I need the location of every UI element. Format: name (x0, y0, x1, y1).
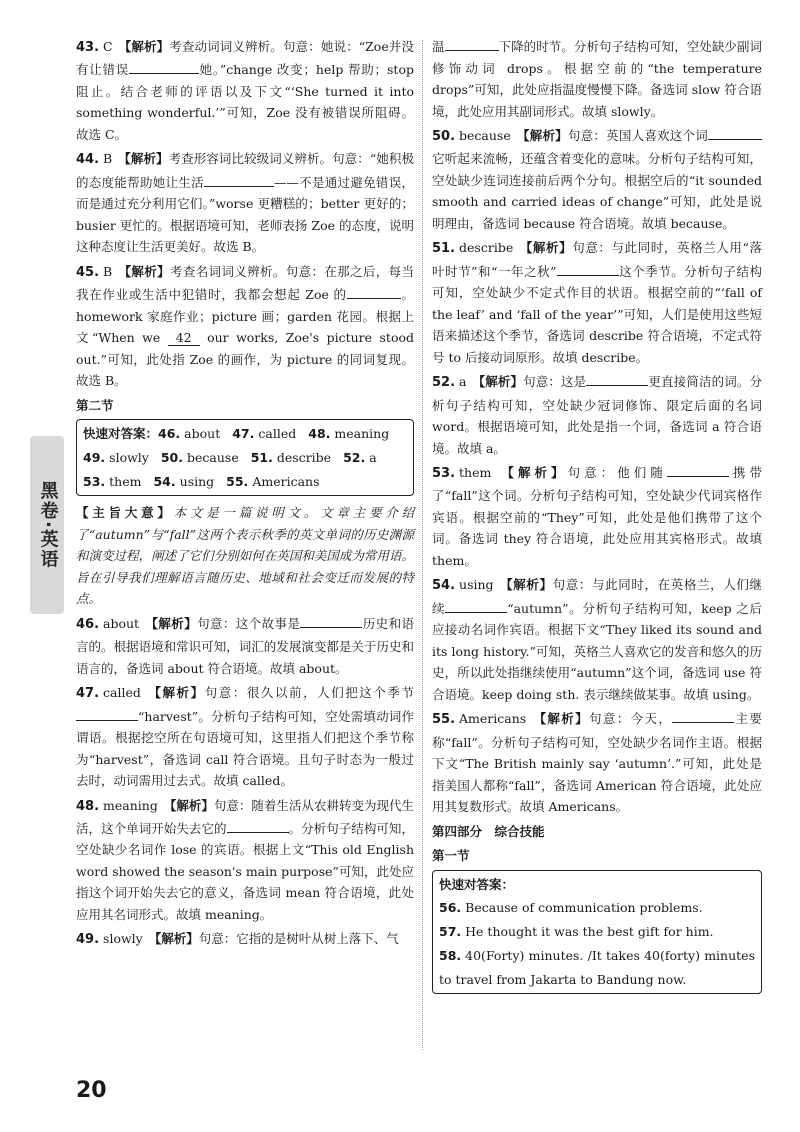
blank-46 (300, 615, 362, 628)
blank-45 (347, 286, 401, 299)
quick-answer-47: 47. called (232, 426, 297, 442)
blank-50 (708, 127, 762, 140)
blank-52 (586, 373, 648, 386)
blank-49 (445, 38, 499, 51)
quick-answer-55: 55. Americans (226, 473, 320, 489)
side-tab-label: 黑卷·英语 (37, 480, 59, 570)
blank-55 (672, 710, 734, 723)
entry-52: 52. a 【解析】句意：这是 更直接简洁的词。分析句子结构可知，空处缺少冠词修饰、限定后面的名词 word。根据语境可知，此处是指一个词，备选词 a 符合语境。故填 a。 (432, 374, 762, 456)
column-divider (422, 40, 423, 1050)
side-tab (30, 436, 64, 614)
quick-answer-48: 48. meaning (308, 426, 390, 442)
entry-47: 47. called 【解析】句意：很久以前，人们把这个季节“harvest”。分析句子结构可知，空处需填动词作谓语。根据挖空所在句语境可知，这里指人们把这个季节称为“harvest”，备选词 call 符合语境。且句子时态为一般过去时，动词需用过去式。故填 called。 (76, 685, 414, 789)
page-number: 20 (76, 1078, 107, 1103)
quick-answer-52: 52. a (343, 449, 377, 465)
entry-49-start: 49. slowly 【解析】句意：它指的是树叶从树上落下、气 (76, 931, 399, 948)
blank-54 (445, 600, 507, 613)
blank-53 (667, 464, 729, 477)
quick-answer-56: 56. Because of communication problems. (439, 900, 703, 916)
left-column (76, 36, 414, 955)
entry-48: 48. meaning 【解析】句意：随着生活从农耕转变为现代生活，这个单词开始失去它的 。分析句子结构可知，空处缺少名词作 lose 的宾语。根据上文“This old English word showed the season's main purpose”可知，此处应指这个词开始失去它的意义，备选词 mean 符合语境，此处应用其名词形式。故填 meaning。 (76, 797, 414, 922)
section-heading-1: 第一节 (432, 848, 470, 864)
quick-answer-46: 46. about (158, 426, 221, 442)
entry-51: 51. describe 【解析】句意：与此同时，英格兰人用“落叶时节”和“一年之秋” 这个季节。分析句子结构可知，空处缺少不定式作目的状语。根据空前的“‘fall of the leaf’ and ‘fall of the year’”可知，人们是使用这些短语来描述这个季节，备选词 describe 符合语境，不定式符号 to 后接动词原形。故填 describe。 (432, 240, 762, 365)
entry-43: 43. C 【解析】考查动词词义辨析。句意：她说：“Zoe并没有让错误 她。”change 改变；help 帮助；stop 阻止。结合老师的评语以及下文“‘She turned it into something wonderful.’”可知，Zoe 没有被错误所阻碍。故选 C。 (76, 39, 414, 142)
blank-51 (557, 263, 619, 276)
quick-answer-50: 50. because (160, 449, 239, 465)
blank-48 (227, 820, 289, 833)
entry-46: 46. about 【解析】句意：这个故事是 历史和语言的。根据语境和常识可知，词汇的发展演变都是关于历史和语言的，备选词 about 符合语境。故填 about。 (76, 615, 414, 676)
quick-answer-49: 49. slowly (83, 449, 149, 465)
entry-55: 55. Americans 【解析】句意：今天， 主要称“fall”。分析句子结构可知，空处缺少名词作主语。根据下文“The British mainly say ‘autumn’.”可知，此处是指美国人都称“fall”，备选词 American 符合语境，此处应用其复数形式。故填 Americans。 (432, 711, 762, 815)
main-idea: 【主旨大意】本文是一篇说明文。文章主要介绍了“autumn”与“fall”这两个表示秋季的英文单词的历史渊源和演变过程，阐述了它们分别如何在英国和美国成为常用语。旨在引导我们理解语言随历史、地域和社会变迁而发展的特点。 (76, 505, 414, 607)
section-heading-2: 第二节 (76, 397, 114, 413)
quick-answer-58: 58. 40(Forty) minutes. /It takes 40(forty) minutes to travel from Jakarta to Bandung now. (439, 947, 755, 987)
entry-45: 45. B 【解析】考查名词词义辨析。句意：在那之后，每当我在作业或生活中犯错时，我都会想起 Zoe 的 。homework 家庭作业；picture 画；garden 花园。根据上文“When we 42 our works, Zoe's picture stood out.”可知，此处指 Zoe 的画作，为 picture 的同词复现。故选 B。 (76, 263, 414, 389)
entry-49-continued: 温 下降的时节。分析句子结构可知，空处缺少副词修饰动词 drops。根据空前的“the temperature drops”可知，此处应指温度慢慢下降。备选词 slow 符合语境，此处应用其副词形式。故填 slowly。 (432, 39, 762, 119)
quick-answer-54: 54. using (153, 473, 215, 489)
quick-answer-57: 57. He thought it was the best gift for him. (439, 924, 714, 940)
quick-answer-53: 53. them (83, 473, 142, 489)
quick-answer-51: 51. describe (250, 449, 332, 465)
blank-44 (204, 174, 274, 187)
quick-answer-box-2: 快速对答案：46. about 47. called 48. meaning 49. slowly 50. because 51. describe 52. a 53. them 54. using 55. Americans (76, 419, 414, 496)
part-four-heading: 第四部分 综合技能 (432, 823, 545, 839)
blank-43 (129, 61, 199, 74)
entry-54: 54. using 【解析】句意：与此同时，在英格兰，人们继续 “autumn”。分析句子结构可知，keep 之后应接动名词作宾语。根据下文“They liked its sound and its long history.”可知，英格兰人喜欢它的发音和悠久的历史，所以此处指继续使用“autumn”这个词，备选词 use 符合语境。keep doing sth. 表示继续做某事。故填 using。 (432, 577, 762, 702)
right-column (432, 36, 762, 1000)
quick-answer-box-1: 快速对答案： 56. Because of communication problems. 57. He thought it was the best gift for him. 58. 40(Forty) minutes. /It takes 40(forty) minutes to travel from Jakarta to Bandung now. (432, 870, 762, 995)
entry-50: 50. because 【解析】句意：英国人喜欢这个词它听起来流畅，还蕴含着变化的意味。分析句子结构可知，空处缺少连词连接前后两个分句。根据空后的“it sounded smooth and carried ideas of change”可知，此处是说明理由，备选词 because 符合语境。故填 because。 (432, 128, 762, 231)
entry-53: 53. them 【解析】句意：他们随 携带了“fall”这个词。分析句子结构可知，空处缺少代词宾格作宾语。根据空前的“They”可知，此处是他们携带了这个词。备选词 they 符合语境，此处应用其宾格形式。故填 them。 (432, 465, 762, 568)
entry-44: 44. B 【解析】考查形容词比较级词义辨析。句意：“她积极的态度能帮助她让生活 ——不是通过避免错误，而是通过充分利用它们。”worse 更糟糕的；better 更好的；busier 更忙的。根据语境可知，老师表扬 Zoe 的态度，说明这种态度让生活更美好。故选 B。 (76, 151, 414, 255)
blank-47 (76, 708, 138, 721)
